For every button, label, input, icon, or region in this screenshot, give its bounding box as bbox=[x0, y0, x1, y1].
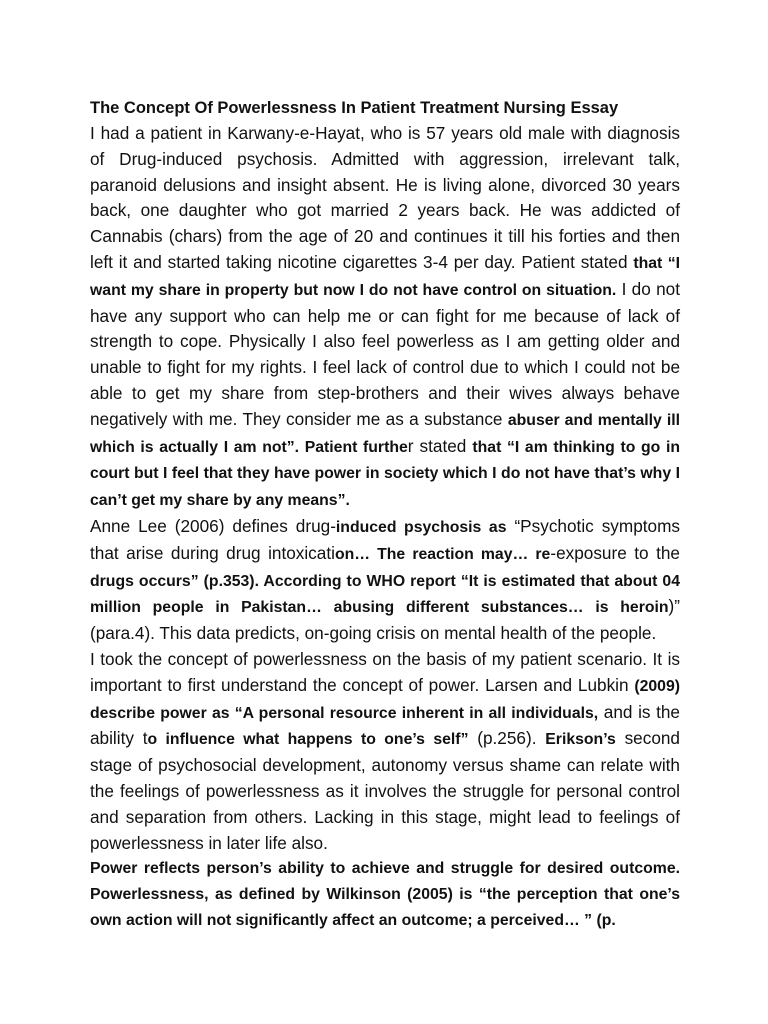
bold-segment: o influence what happens to one’s self” bbox=[147, 731, 469, 749]
text-segment: (p.256). bbox=[468, 728, 546, 749]
text-segment: I do not have any support who can help me or can fight for me because of lack of strength to cope. Physically I also feel powerless as I am getting older and unable to fight for my rights. I feel lack of control due to which I could not be able to get my share from step-brothers and their wives always behave negatively with me. They consider me as a substance bbox=[90, 278, 680, 429]
bold-segment: drugs occurs” (p.353). According to WHO report “It is estimated that about 04 million people in Pakistan… abusing different substances… is heroin bbox=[90, 572, 680, 617]
bold-segment: Erikson’s bbox=[545, 731, 616, 749]
paragraph-concept-of-power bbox=[90, 647, 680, 856]
text-segment: Anne Lee (2006) defines drug- bbox=[90, 515, 336, 536]
bold-segment: that “I am thinking to go in court but I feel that they have power in society which I do not have that’s why I can’t get my share by any means”. bbox=[90, 438, 680, 510]
text-segment: and is the ability t bbox=[90, 701, 680, 749]
bold-segment: abuser and mentally ill which is actually I am not”. Patient furthe bbox=[90, 411, 680, 456]
paragraph-drug-psychosis bbox=[90, 514, 680, 647]
bold-segment: induced psychosis as bbox=[335, 518, 507, 536]
document-page bbox=[90, 95, 680, 934]
text-segment: I had a patient in Karwany-e-Hayat, who is 57 years old male with diagnosis of Drug-induced psychosis. Admitted with aggression, irrelevant talk, paranoid delusions and insight absent. He is living alone, divorced 30 years back, one daughter who got married 2 years back. He was addicted of Cannabis (chars) from the age of 20 and continues it till his forties and then left it and started taking nicotine cigarettes 3-4 per day. Patient stated bbox=[90, 123, 680, 272]
document-title: The Concept Of Powerlessness In Patient Treatment Nursing Essay bbox=[90, 99, 619, 117]
text-segment: I took the concept of powerlessness on the basis of my patient scenario. It is important to first understand the concept of power. Larsen and Lubkin bbox=[90, 648, 680, 695]
bold-segment: (2009) describe power as “A personal resource inherent in all individuals, bbox=[90, 677, 680, 722]
text-segment: r stated bbox=[407, 435, 473, 456]
bold-segment: that “I want my share in property but now I do not have control on situation. bbox=[90, 254, 680, 299]
text-segment: “Psychotic symptoms that arise during drug intoxicati bbox=[90, 515, 681, 563]
text-segment: -exposure to the bbox=[550, 542, 680, 563]
bold-segment: on… The reaction may… re bbox=[334, 545, 551, 563]
paragraph-powerlessness-definition: Power reflects person’s ability to achieve and struggle for desired outcome. Powerlessness, as defined by Wilkinson (2005) is “the perception that one’s own action will not significantly affect an outcome; a perceived… ” (p. bbox=[90, 860, 680, 929]
paragraph-patient-case bbox=[90, 121, 680, 514]
text-segment: second stage of psychosocial development, autonomy versus shame can relate with the feelings of powerlessness as it involves the struggle for personal control and separation from others. Lacking in this stage, might lead to feelings of powerlessness in later life also. bbox=[90, 728, 680, 853]
text-segment: )” (para.4). This data predicts, on-going crisis on mental health of the people. bbox=[90, 596, 680, 644]
